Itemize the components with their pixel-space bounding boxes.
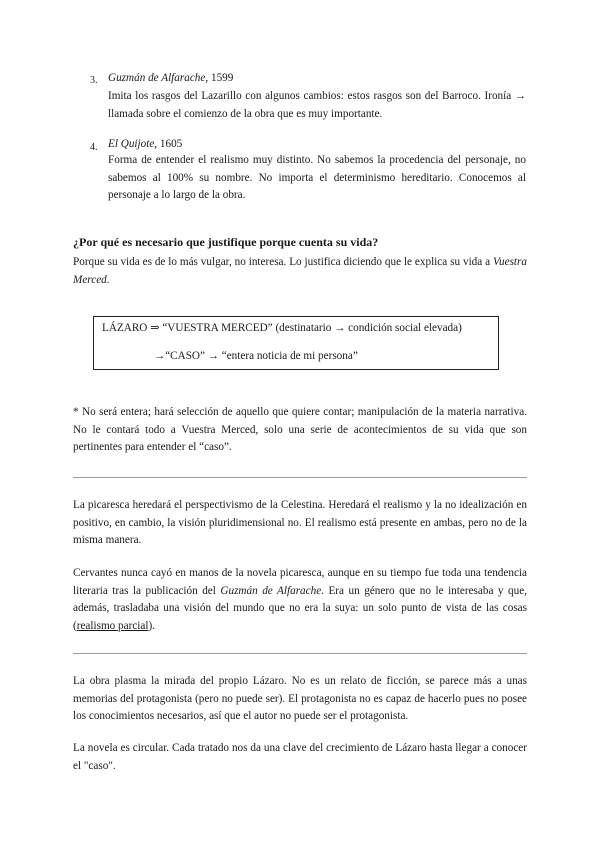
circular-paragraph: La novela es circular. Cada tratado nos da una clave del crecimiento de Lázaro hasta llegar a conocer el "caso". xyxy=(73,742,527,772)
item-3-title xyxy=(108,70,233,88)
mirada-paragraph: La obra plasma la mirada del propio Lázaro. No es un relato de ficción, se parece más a unas memorias del protagonista (pero no puede ser). El protagonista no es capaz de hacerlo pues no posee los conocimientos necesarios, así que el autor no puede ser el protagonista. xyxy=(73,675,527,722)
list-number-4: 4. xyxy=(90,142,98,153)
cervantes-text-b: . Era un género que no le interesaba y que, además, trasladaba una visión del mundo que no era la suya: un solo punto de vista de las cosas ( xyxy=(73,584,527,632)
item-3-body: Imita los rasgos del Lazarillo con algunos cambios: estos rasgos son del Barroco. Ironía → llamada sobre el comienzo de la obra que es muy importante. xyxy=(108,90,526,120)
item-4-title-italic: El Quijote xyxy=(108,138,155,150)
list-number-3: 3. xyxy=(90,75,98,86)
box-line-2: →“CASO” → “entera noticia de mi persona” xyxy=(154,350,358,362)
question-answer-text: Porque su vida es de lo más vulgar, no interesa. Lo justifica diciendo que le explica su vida a xyxy=(73,256,494,268)
box-line-1: LÁZARO ⇒ “VUESTRA MERCED” (destinatario → condición social elevada) xyxy=(102,322,462,334)
cervantes-text-a: Cervantes nunca cayó en manos de la novela picaresca, aunque en su tiempo fue toda una tendencia literaria tras la publicación del xyxy=(73,567,527,597)
note-paragraph: * No será entera; hará selección de aquello que quiere contar; manipulación de la materia narrativa. No le contará todo a Vuestra Merced, solo una serie de acontecimientos de su vida que son pertinentes para entender el “caso”. xyxy=(73,406,527,453)
item-4-title xyxy=(108,136,182,154)
cervantes-text-c: ). xyxy=(148,619,156,632)
item-4-title-year: , 1605 xyxy=(154,138,183,150)
divider-2 xyxy=(73,653,527,654)
divider-1 xyxy=(73,477,527,478)
item-4-body: Forma de entender el realismo muy distinto. No sabemos la procedencia del personaje, no sabemos al 100% su nombre. No importa el determinismo hereditario. Conocemos al personaje a lo largo de la obra. xyxy=(108,154,526,201)
cervantes-paragraph xyxy=(73,565,527,635)
question-answer-end: . xyxy=(106,273,110,286)
question-answer xyxy=(73,254,527,289)
item-3-title-year: , 1599 xyxy=(205,72,234,84)
picaresca-paragraph: La picaresca heredará el perspectivismo de la Celestina. Heredará el realismo y la no idealización en positivo, en cambio, la visión pluridimensional no. El realismo está presente en ambas, pero no de la misma manera. xyxy=(73,499,527,546)
guzman-italic: Guzmán de Alfarache xyxy=(220,584,322,597)
question-heading: ¿Por qué es necesario que justifique porque cuenta su vida? xyxy=(73,235,379,249)
item-3-title-italic: Guzmán de Alfarache xyxy=(108,72,206,84)
realismo-parcial-underline: realismo parcial xyxy=(76,619,149,632)
vuestra-merced-italic: Vuestra Merced xyxy=(73,256,527,286)
